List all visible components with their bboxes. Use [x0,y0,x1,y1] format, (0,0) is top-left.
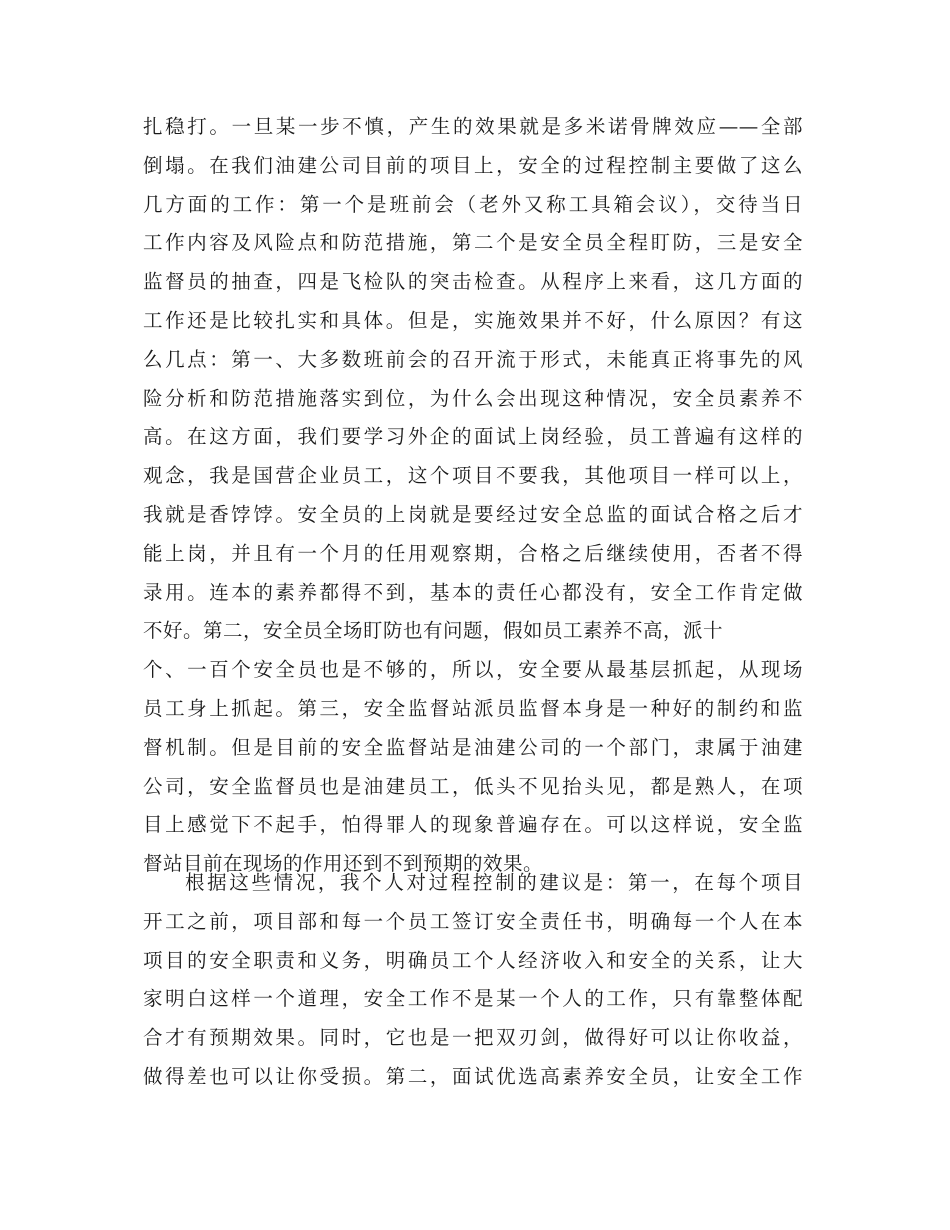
text-line: 公司，安全监督员也是油建员工，低头不见抬头见，都是熟人，在项 [143,774,803,798]
text-line: 扎稳打。一旦某一步不慎，产生的效果就是多米诺骨牌效应——全部 [143,115,803,138]
text-line: 目上感觉下不起手，怕得罪人的现象普遍存在。可以这样说，安全监 [143,813,803,837]
paragraph-process-control-issues [143,108,803,884]
text-line: 倒塌。在我们油建公司目前的项目上，安全的过程控制主要做了这么 [143,153,803,177]
text-line: 监督员的抽查，四是飞检队的突击检查。从程序上来看，这几方面的 [143,270,803,294]
text-line: 不好。第二，安全员全场盯防也有问题，假如员工素养不高，派十 [143,619,724,643]
text-line: 合才有预期效果。同时，它也是一把双刃剑，做得好可以让你收益， [143,1026,803,1050]
text-line: 能上岗，并且有一个月的任用观察期，合格之后继续使用，否者不得 [143,541,803,565]
text-line: 录用。连本的素养都得不到，基本的责任心都没有，安全工作肯定做 [143,580,803,604]
paragraph-process-control-suggestions [143,864,803,1097]
text-line: 个、一百个安全员也是不够的，所以，安全要从最基层抓起，从现场 [143,658,803,682]
text-line: 督站目前在现场的作用还到不到预期的效果。 [143,852,544,876]
text-line: 高。在这方面，我们要学习外企的面试上岗经验，员工普遍有这样的 [143,425,803,449]
text-line: 家明白这样一个道理，安全工作不是某一个人的工作，只有靠整体配 [143,987,803,1011]
text-line: 么几点：第一、大多数班前会的召开流于形式，未能真正将事先的风 [143,347,803,371]
text-line: 根据这些情况，我个人对过程控制的建议是：第一，在每个项目 [185,871,803,894]
text-line: 开工之前，项目部和每一个员工签订安全责任书，明确每一个人在本 [143,909,803,933]
text-line: 险分析和防范措施落实到位，为什么会出现这种情况，安全员素养不 [143,386,803,410]
text-line: 我就是香饽饽。安全员的上岗就是要经过安全总监的面试合格之后才 [143,502,803,526]
text-line: 几方面的工作：第一个是班前会（老外又称工具箱会议），交待当日 [143,192,803,216]
text-line: 做得差也可以让你受损。第二，面试优选高素养安全员，让安全工作 [143,1064,803,1088]
text-line: 工作内容及风险点和防范措施，第二个是安全员全程盯防，三是安全 [143,231,803,255]
text-line: 项目的安全职责和义务，明确员工个人经济收入和安全的关系，让大 [143,948,803,972]
text-line: 督机制。但是目前的安全监督站是油建公司的一个部门，隶属于油建 [143,735,803,759]
text-line: 工作还是比较扎实和具体。但是，实施效果并不好，什么原因？有这 [143,308,803,332]
text-line: 员工身上抓起。第三，安全监督站派员监督本身是一种好的制约和监 [143,696,803,720]
text-line: 观念，我是国营企业员工，这个项目不要我，其他项目一样可以上， [143,464,803,488]
